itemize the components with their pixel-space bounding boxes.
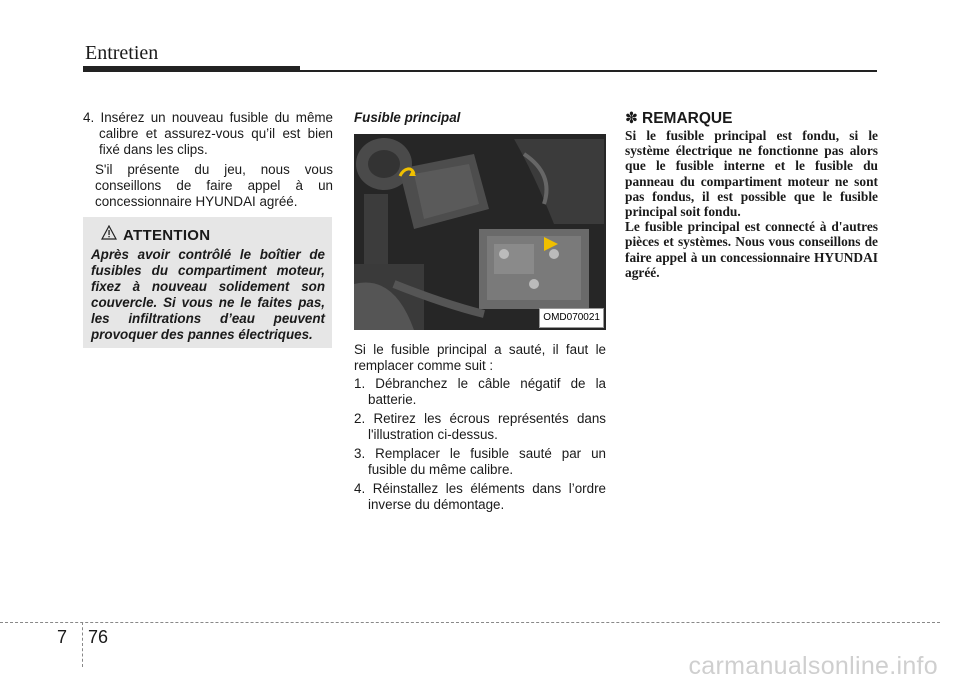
chapter-number: 7 [57, 627, 68, 647]
remark-header [625, 111, 878, 127]
step-4-text: 4. Insérez un nouveau fusible du même calibre et assurez-vous qu’il est bien fixé dans les clips. [83, 110, 333, 157]
left-column [83, 110, 333, 210]
engine-bay-illustration [354, 134, 606, 330]
footer-rule [0, 622, 940, 623]
header-rule-thick [83, 66, 300, 72]
page-title: Entretien [85, 42, 159, 64]
list-item: 3. Remplacer le fusible sauté par un fusible du même calibre. [354, 446, 606, 477]
figure-caption: Fusible principal [354, 110, 461, 125]
replacement-intro: Si le fusible principal a sauté, il faut le remplacer comme suit : [354, 342, 606, 373]
page-number: 76 [88, 627, 109, 647]
remark-title: REMARQUE [642, 110, 733, 127]
right-column [625, 110, 878, 280]
attention-header [101, 225, 325, 245]
attention-body: Après avoir contrôlé le boîtier de fusibles du compartiment moteur, fixez à nouveau solidement son couvercle. Si vous ne le faites pas, les infiltrations d’eau peuvent provoquer des pannes électriques. [91, 247, 325, 342]
remark-asterisk-icon: ✽ [625, 110, 638, 127]
header-rule-thin [300, 70, 877, 72]
warning-triangle-icon [101, 225, 117, 245]
list-item: 2. Retirez les écrous représentés dans l'illustration ci-dessus. [354, 411, 606, 442]
list-item: 1. Débranchez le câble négatif de la batterie. [354, 376, 606, 407]
watermark: carmanualsonline.info [688, 652, 938, 680]
engine-bay-image [354, 134, 606, 330]
remark-paragraph-2: Le fusible principal est connecté à d'autres pièces et systèmes. Nous vous conseillons de faire appel à un concessionnaire HYUNDAI agréé. [625, 219, 878, 280]
middle-column [354, 110, 606, 516]
attention-box [83, 217, 332, 348]
attention-title: ATTENTION [123, 226, 211, 244]
dealer-note: S'il présente du jeu, nous vous conseillons de faire appel à un concessionnaire HYUNDAI agréé. [95, 162, 333, 209]
list-item: 4. Réinstallez les éléments dans l’ordre inverse du démontage. [354, 481, 606, 512]
remark-paragraph-1: Si le fusible principal est fondu, si le système électrique ne fonctionne pas alors que le fusible interne et le fusible du panneau du compartiment moteur ne sont pas fondus, il est possible que le fusible principal soit fondu. [625, 128, 878, 220]
figure-label: OMD070021 [539, 308, 604, 328]
footer-divider [82, 622, 83, 667]
